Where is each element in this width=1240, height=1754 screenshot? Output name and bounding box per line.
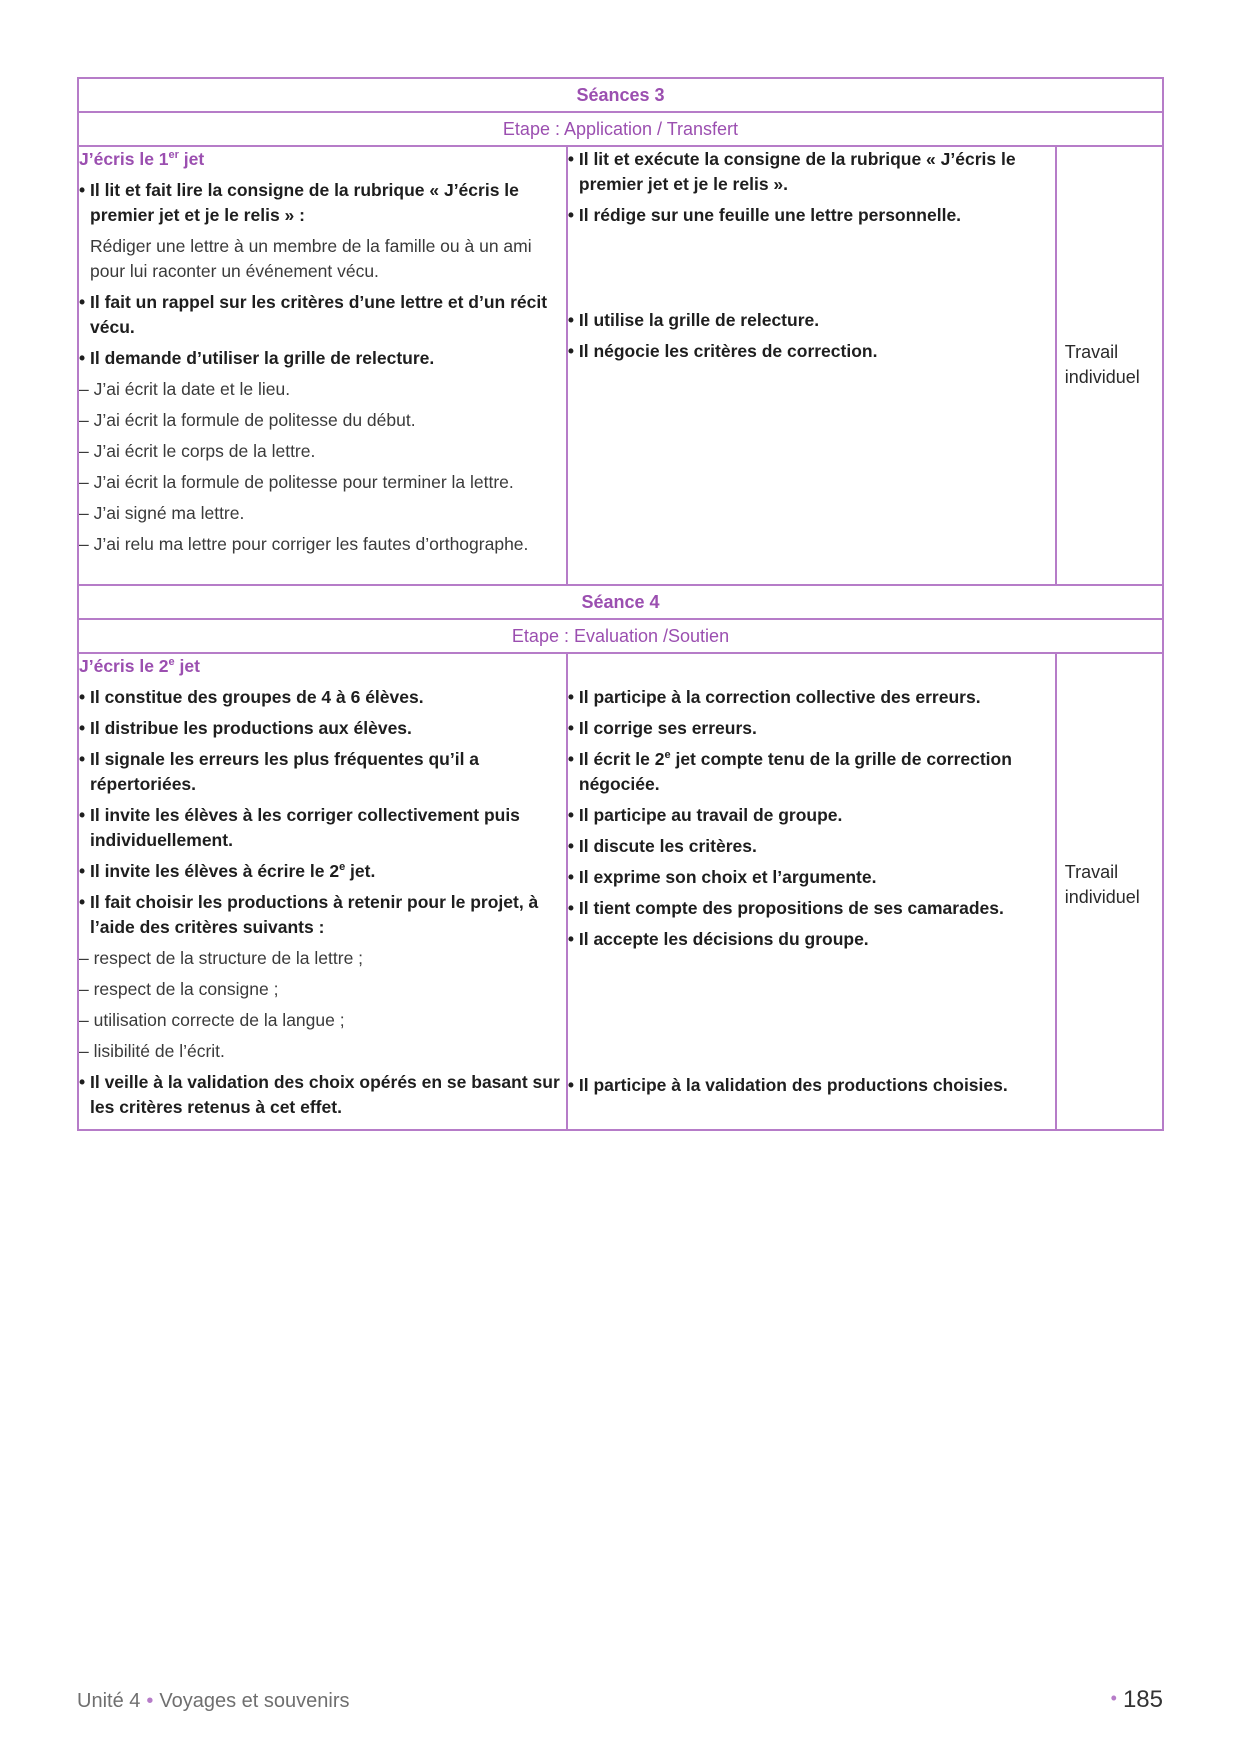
seance3-step-row: [78, 112, 1163, 146]
criteria-item-4: – lisibilité de l’écrit.: [79, 1041, 225, 1061]
seance4-student-bullet-7: • Il tient compte des propositions de ses camarades.: [567, 898, 1004, 918]
page-number: 185: [1122, 1686, 1163, 1713]
criteria-item-2: – respect de la consigne ;: [79, 979, 279, 999]
checklist-item-5: – J’ai signé ma lettre.: [79, 503, 245, 523]
spacer: [568, 654, 1055, 685]
seance3-work-line-2: individuel: [1064, 367, 1140, 387]
seance4-work-line-1: Travail: [1064, 862, 1119, 882]
seance3-title: Séances 3: [78, 78, 1163, 112]
seance3-teacher-bullet-3: • Il demande d’utiliser la grille de relecture.: [79, 348, 435, 368]
criteria-item-1: – respect de la structure de la lettre ;: [79, 948, 364, 968]
seance4-teacher-bullet-2: • Il distribue les productions aux élèves.: [79, 718, 412, 738]
seance4-work-mode: [1057, 860, 1162, 910]
seance4-teacher-bullet-4: • Il invite les élèves à les corriger collectivement puis individuellement.: [79, 805, 520, 850]
lesson-table: [77, 77, 1164, 1131]
footer-unit: Unité 4: [77, 1690, 141, 1712]
seance4-teacher-bullet-5-sup: e: [339, 861, 346, 874]
seance4-teacher-bullet-7: • Il veille à la validation des choix opérés en se basant sur les critères retenus à cet effet.: [79, 1072, 560, 1117]
seance4-teacher-bullet-3: • Il signale les erreurs les plus fréquentes qu’il a répertoriées.: [79, 749, 480, 794]
seance4-student-bullet-9: • Il participe à la validation des productions choisies.: [567, 1075, 1008, 1095]
footer-unit-label: [77, 1690, 350, 1713]
seance3-content-row: [78, 146, 1163, 585]
seance4-teacher-bullet-1: • Il constitue des groupes de 4 à 6 élèves.: [79, 687, 424, 707]
seance4-work-cell: [1056, 653, 1163, 1130]
seance4-heading-text: J’écris le 2: [79, 656, 169, 676]
seance3-step: Etape : Application / Transfert: [78, 112, 1163, 146]
seance4-student-cell: [567, 653, 1056, 1130]
checklist-item-3: – J’ai écrit le corps de la lettre.: [79, 441, 316, 461]
seance4-teacher-bullet-5: [79, 859, 566, 884]
seance4-teacher-cell: [78, 653, 567, 1130]
seance4-teacher-bullet-5-suffix: jet.: [345, 861, 376, 881]
seance3-work-mode: [1057, 340, 1162, 390]
seance3-student-bullet-1: • Il lit et exécute la consigne de la rubrique « J’écris le premier jet et je le relis ».: [567, 149, 1016, 194]
seance3-heading-suffix: jet: [178, 149, 205, 169]
seance3-teacher-note: Rédiger une lettre à un membre de la famille ou à un ami pour lui raconter un événement vécu.: [90, 236, 532, 281]
seance3-student-bullet-2: • Il rédige sur une feuille une lettre personnelle.: [567, 205, 962, 225]
seance3-teacher-bullet-2: • Il fait un rappel sur les critères d’une lettre et d’un récit vécu.: [79, 292, 548, 337]
checklist-item-1: – J’ai écrit la date et le lieu.: [79, 379, 291, 399]
seance4-student-bullet-1: • Il participe à la correction collective des erreurs.: [567, 687, 981, 707]
seance4-student-bullet-3-suffix: jet compte tenu de la grille de correction négociée.: [578, 749, 1012, 794]
seance4-student-bullet-3-sup: e: [664, 749, 671, 762]
page-number-block: [1111, 1686, 1163, 1714]
spacer: [568, 228, 1055, 302]
footer-theme: Voyages et souvenirs: [159, 1690, 350, 1712]
criteria-item-3: – utilisation correcte de la langue ;: [79, 1010, 345, 1030]
seance4-title: Séance 4: [78, 585, 1163, 619]
seance4-step-row: [78, 619, 1163, 653]
seance4-teacher-bullet-5-text: • Il invite les élèves à écrire le 2: [79, 861, 340, 881]
seance3-teacher-bullet-1: • Il lit et fait lire la consigne de la rubrique « J’écris le premier jet et je le relis » :: [79, 180, 519, 225]
spacer: [568, 952, 1055, 1067]
checklist-item-6: – J’ai relu ma lettre pour corriger les fautes d’orthographe.: [79, 534, 529, 554]
seance3-student-bullet-3: • Il utilise la grille de relecture.: [567, 310, 820, 330]
seance3-work-cell: [1056, 146, 1163, 585]
seance4-work-line-2: individuel: [1064, 887, 1140, 907]
page-number-bullet: •: [1110, 1688, 1117, 1708]
seance3-heading: [79, 147, 566, 172]
seance4-heading-suffix: jet: [174, 656, 200, 676]
seance3-heading-sup: er: [168, 149, 179, 162]
seance4-student-bullet-6: • Il exprime son choix et l’argumente.: [567, 867, 877, 887]
seance4-heading: [79, 654, 566, 679]
checklist-item-2: – J’ai écrit la formule de politesse du début.: [79, 410, 416, 430]
seance4-step: Etape : Evaluation /Soutien: [78, 619, 1163, 653]
seance3-teacher-cell: [78, 146, 567, 585]
seance4-student-bullet-3: [568, 747, 1055, 797]
seance4-heading-sup: e: [168, 656, 175, 669]
footer-bullet: •: [146, 1690, 154, 1712]
checklist-item-4: – J’ai écrit la formule de politesse pour terminer la lettre.: [79, 472, 514, 492]
seance3-student-cell: [567, 146, 1056, 585]
seance4-student-bullet-2: • Il corrige ses erreurs.: [567, 718, 757, 738]
seance4-teacher-bullet-6: • Il fait choisir les productions à retenir pour le projet, à l’aide des critères suivants :: [79, 892, 539, 937]
seance4-student-bullet-4: • Il participe au travail de groupe.: [567, 805, 843, 825]
seance4-student-bullet-3-text: • Il écrit le 2: [567, 749, 665, 769]
seance4-student-bullet-5: • Il discute les critères.: [567, 836, 757, 856]
seance3-work-line-1: Travail: [1064, 342, 1119, 362]
seance4-content-row: [78, 653, 1163, 1130]
seance4-title-row: [78, 585, 1163, 619]
seance3-heading-text: J’écris le 1: [79, 149, 169, 169]
seance3-student-bullet-4: • Il négocie les critères de correction.: [567, 341, 878, 361]
seance4-student-bullet-8: • Il accepte les décisions du groupe.: [567, 929, 869, 949]
seance3-title-row: [78, 78, 1163, 112]
